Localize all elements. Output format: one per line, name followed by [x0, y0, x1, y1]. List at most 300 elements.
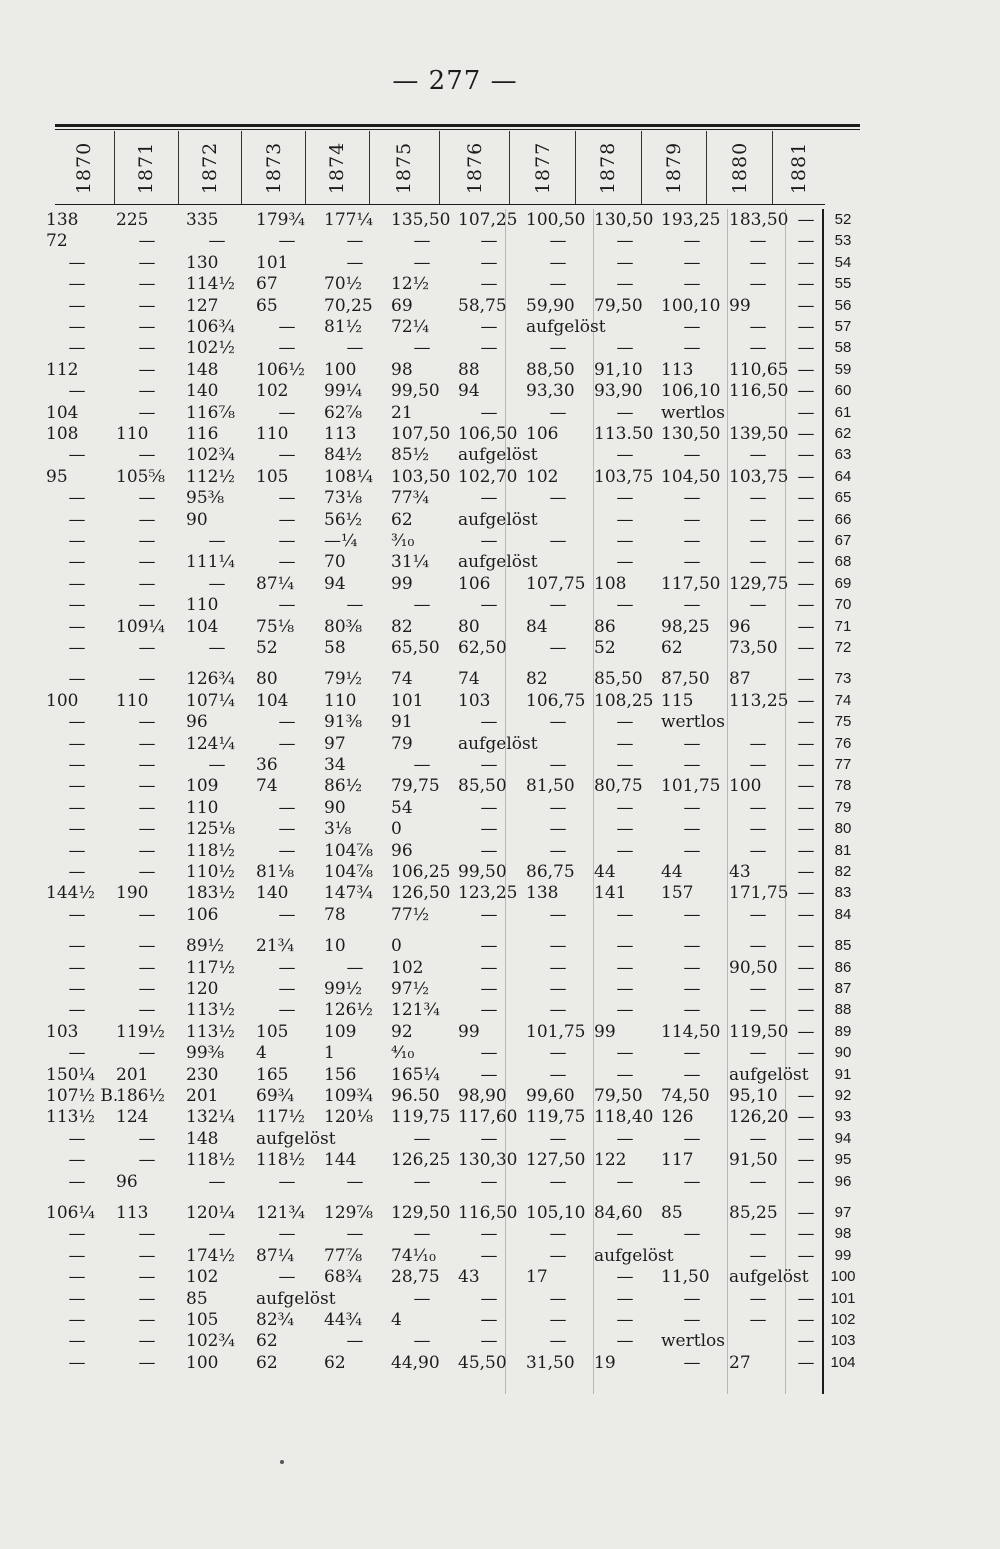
table-cell: 97½: [391, 979, 430, 999]
column-separator: [785, 209, 786, 1394]
table-cell: 129⅞: [324, 1203, 373, 1223]
table-cell: —: [797, 1150, 815, 1171]
table-cell: 100: [46, 690, 79, 711]
table-cell: aufgelöst: [458, 445, 538, 466]
table-cell: 96: [116, 1171, 138, 1192]
table-cell: —: [480, 957, 498, 978]
table-cell: 90: [186, 509, 208, 530]
table-cell: 101,75: [661, 776, 721, 797]
table-cell: —: [208, 755, 226, 775]
table-cell: —: [797, 381, 815, 402]
table-cell: —: [480, 402, 498, 423]
table-cell: —: [346, 595, 364, 616]
table-cell: —: [208, 1171, 226, 1192]
table-cell: —: [413, 755, 431, 775]
row-number: 57: [834, 318, 852, 335]
table-cell: —: [683, 755, 701, 775]
table-cell: 130,50: [594, 210, 654, 230]
table-cell: 144: [324, 1150, 357, 1171]
table-cell: —: [549, 797, 567, 818]
table-cell: —: [278, 509, 296, 530]
table-cell: —: [480, 936, 498, 957]
row-number: 96: [834, 1172, 852, 1190]
table-row: [46, 904, 866, 926]
row-number: 89: [834, 1022, 852, 1040]
year-label: 1872: [198, 141, 221, 194]
table-cell: 65: [256, 295, 278, 316]
table-cell: —: [749, 488, 767, 509]
table-cell: aufgelöst: [458, 509, 538, 530]
table-cell: 62⅞: [324, 402, 363, 423]
table-cell: —: [138, 957, 156, 978]
table-cell: —: [278, 957, 296, 978]
table-cell: —: [797, 573, 815, 594]
table-cell: 44,90: [391, 1352, 440, 1373]
table-cell: 179¾: [256, 210, 305, 230]
table-cell: —: [797, 669, 815, 690]
table-cell: 31¼: [391, 552, 430, 573]
table-cell: 117,60: [458, 1107, 518, 1128]
table-cell: —: [683, 1310, 701, 1330]
table-row: [46, 1309, 866, 1331]
table-row: [46, 754, 866, 776]
table-cell: 82: [391, 616, 413, 637]
table-cell: 107¼: [186, 690, 235, 711]
table-cell: —: [797, 445, 815, 466]
table-cell: —: [138, 797, 156, 818]
table-cell: —: [480, 1128, 498, 1149]
row-number: 62: [834, 425, 852, 442]
table-cell: 104⅞: [324, 862, 373, 882]
table-cell: —: [278, 904, 296, 925]
table-cell: wertlos: [661, 712, 725, 733]
table-cell: 88,50: [526, 359, 575, 380]
table-cell: 102,70: [458, 466, 518, 487]
table-cell: —: [549, 1171, 567, 1192]
table-cell: 44: [661, 862, 683, 882]
year-header-cell: [510, 131, 576, 204]
table-cell: 225: [116, 210, 149, 230]
table-cell: 117,50: [661, 573, 721, 594]
table-cell: 102: [526, 466, 559, 487]
table-cell: 106¼: [46, 1203, 95, 1223]
table-cell: 103,50: [391, 466, 451, 487]
row-number: 71: [834, 617, 852, 635]
table-cell: —: [138, 252, 156, 273]
table-cell: 119,75: [391, 1107, 451, 1128]
table-cell: —: [68, 1267, 86, 1288]
table-cell: 177¼: [324, 210, 373, 230]
table-cell: 99⅜: [186, 1043, 225, 1064]
table-cell: [594, 316, 656, 338]
table-cell: —: [797, 252, 815, 273]
table-cell: —: [138, 1352, 156, 1373]
table-cell: 174½: [186, 1245, 235, 1266]
table-cell: wertlos: [661, 402, 725, 423]
row-number: 91: [834, 1065, 852, 1083]
table-cell: —: [278, 840, 296, 861]
table-cell: 183½: [186, 883, 235, 904]
table-cell: 101,75: [526, 1021, 586, 1042]
page-number: — 277 —: [392, 66, 518, 96]
table-cell: —: [616, 797, 634, 818]
table-cell: —: [413, 1288, 431, 1309]
table-cell: —: [683, 979, 701, 999]
table-cell: —: [749, 445, 767, 466]
table-cell: 106,75: [526, 690, 586, 711]
table-cell: —: [138, 712, 156, 733]
year-label: 1874: [326, 141, 349, 194]
table-row: [46, 380, 866, 402]
row-number: 79: [834, 798, 852, 816]
table-cell: —: [683, 338, 701, 359]
table-cell: 44: [594, 862, 616, 882]
table-cell: —: [749, 552, 767, 573]
table-cell: 129,50: [391, 1203, 451, 1223]
year-label: 1875: [393, 141, 416, 194]
table-cell: —: [138, 979, 156, 999]
table-cell: —: [549, 755, 567, 775]
table-cell: 74: [391, 669, 413, 690]
table-cell: —: [68, 509, 86, 530]
table-cell: 74: [256, 776, 278, 797]
table-cell: [324, 1288, 386, 1310]
table-cell: —: [138, 488, 156, 509]
table-cell: 106½: [256, 359, 305, 380]
table-cell: —: [413, 252, 431, 273]
row-number: 64: [834, 467, 852, 485]
table-cell: —: [138, 381, 156, 402]
table-cell: 103: [458, 690, 491, 711]
table-cell: 107,25: [458, 210, 518, 230]
table-cell: —: [138, 595, 156, 616]
row-number: 76: [834, 734, 852, 752]
table-cell: 113½: [46, 1107, 95, 1128]
table-cell: —: [480, 488, 498, 509]
table-cell: —: [68, 445, 86, 466]
table-cell: 106,50: [458, 424, 518, 444]
table-row: [46, 935, 866, 957]
table-cell: 132¼: [186, 1107, 235, 1128]
table-cell: 116: [186, 424, 219, 444]
table-row: [46, 1288, 866, 1310]
table-cell: 87¼: [256, 1245, 295, 1266]
table-cell: 125⅛: [186, 819, 235, 840]
table-cell: —: [278, 1267, 296, 1288]
table-cell: —: [278, 733, 296, 754]
table-cell: 116,50: [458, 1203, 518, 1223]
table-cell: —: [683, 488, 701, 509]
table-cell: 138: [46, 210, 79, 230]
year-header-cell: [773, 131, 825, 204]
table-cell: aufgelöst: [594, 1245, 674, 1266]
table-cell: 150¼: [46, 1064, 95, 1085]
table-cell: 104⅞: [324, 840, 373, 861]
table-cell: 99: [729, 295, 751, 316]
table-cell: [791, 1064, 821, 1086]
table-cell: —: [549, 252, 567, 273]
table-cell: —: [683, 252, 701, 273]
row-number: 88: [834, 1001, 852, 1019]
row-number: 61: [834, 403, 852, 421]
table-cell: —: [68, 1150, 86, 1171]
table-cell: 99½: [324, 979, 363, 999]
table-cell: 90: [324, 797, 346, 818]
table-cell: —: [749, 531, 767, 551]
table-cell: 122: [594, 1150, 627, 1171]
table-cell: —: [797, 509, 815, 530]
table-cell: —: [683, 317, 701, 337]
table-cell: —: [68, 1128, 86, 1149]
table-cell: —: [549, 819, 567, 840]
table-cell: —: [138, 317, 156, 337]
table-cell: —: [480, 1171, 498, 1192]
table-cell: 43: [729, 862, 751, 882]
table-cell: aufgelöst: [729, 1064, 809, 1085]
table-cell: 91: [391, 712, 413, 733]
table-cell: —: [68, 862, 86, 882]
table-cell: —: [138, 531, 156, 551]
table-cell: ⁴⁄₁₀: [391, 1043, 415, 1064]
table-cell: 110: [186, 797, 219, 818]
row-number: 68: [834, 553, 852, 571]
table-cell: 100: [324, 359, 357, 380]
table-cell: —: [413, 1224, 431, 1245]
table-cell: —: [549, 1064, 567, 1085]
table-cell: 138: [526, 883, 559, 904]
table-cell: 98,90: [458, 1086, 507, 1106]
table-cell: —: [797, 883, 815, 904]
row-number: 66: [834, 510, 852, 528]
table-cell: —: [683, 904, 701, 925]
table-cell: —: [138, 733, 156, 754]
table-cell: —: [413, 338, 431, 359]
table-cell: 110: [116, 690, 149, 711]
table-cell: —: [749, 338, 767, 359]
table-cell: —: [138, 904, 156, 925]
table-cell: —: [138, 638, 156, 658]
table-row: [46, 1021, 866, 1043]
table-row: [46, 1223, 866, 1245]
table-cell: —: [616, 840, 634, 861]
row-number: 100: [830, 1268, 856, 1286]
table-cell: —: [549, 274, 567, 295]
table-cell: 165¼: [391, 1064, 440, 1085]
table-cell: —: [549, 1245, 567, 1266]
table-cell: 17: [526, 1267, 548, 1288]
table-cell: 105⅝: [116, 466, 165, 487]
table-cell: 68¾: [324, 1267, 363, 1288]
table-cell: —: [797, 1128, 815, 1149]
table-cell: 148: [186, 359, 219, 380]
table-cell: —: [278, 1171, 296, 1192]
table-row: [46, 1352, 866, 1374]
table-cell: 116,50: [729, 381, 789, 402]
table-cell: 95: [46, 466, 68, 487]
table-cell: —: [208, 638, 226, 658]
table-row: [46, 797, 866, 819]
table-cell: 113: [324, 424, 357, 444]
table-cell: 88: [458, 359, 480, 380]
table-cell: 65,50: [391, 638, 440, 658]
row-number: 85: [834, 937, 852, 955]
table-cell: —: [480, 595, 498, 616]
table-cell: 103,75: [729, 466, 789, 487]
table-cell: —: [797, 616, 815, 637]
table-cell: 72: [46, 231, 68, 252]
table-cell: —: [683, 552, 701, 573]
table-cell: [791, 1266, 821, 1288]
table-cell: 90,50: [729, 957, 778, 978]
table-cell: 139,50: [729, 424, 789, 444]
table-cell: —: [683, 509, 701, 530]
table-cell: —: [683, 1171, 701, 1192]
table-cell: [526, 551, 590, 573]
table-cell: —: [616, 712, 634, 733]
table-cell: 118½: [186, 1150, 235, 1171]
table-cell: —: [68, 1245, 86, 1266]
row-number: 74: [834, 691, 852, 709]
table-cell: 70: [324, 552, 346, 573]
table-cell: —: [616, 552, 634, 573]
table-cell: —: [549, 1288, 567, 1309]
table-cell: —: [749, 1128, 767, 1149]
table-cell: 31,50: [526, 1352, 575, 1373]
table-cell: [526, 733, 590, 755]
table-cell: 119½: [116, 1021, 165, 1042]
table-cell: —: [683, 445, 701, 466]
table-cell: 109: [186, 776, 219, 797]
table-cell: 99,60: [526, 1086, 575, 1106]
table-row: [46, 1149, 866, 1171]
year-label: 1871: [135, 141, 158, 194]
table-cell: —: [797, 466, 815, 487]
year-header: [55, 131, 825, 205]
table-cell: —: [749, 733, 767, 754]
table-cell: aufgelöst: [458, 552, 538, 573]
table-cell: —: [797, 1352, 815, 1373]
table-cell: 105: [256, 466, 289, 487]
table-cell: —: [549, 1000, 567, 1021]
table-cell: —: [683, 819, 701, 840]
table-cell: 62: [661, 638, 683, 658]
table-cell: 100: [186, 1352, 219, 1373]
table-cell: wertlos: [661, 1331, 725, 1352]
table-cell: —: [549, 840, 567, 861]
table-cell: 54: [391, 797, 413, 818]
table-cell: —: [68, 840, 86, 861]
table-cell: 45,50: [458, 1352, 507, 1373]
table-cell: 140: [186, 381, 219, 402]
table-cell: —: [68, 669, 86, 690]
table-cell: 118½: [186, 840, 235, 861]
table-cell: —: [68, 595, 86, 616]
year-header-cell: [115, 131, 179, 204]
table-cell: 106,10: [661, 381, 721, 402]
table-cell: [729, 402, 787, 424]
table-cell: 106: [458, 573, 491, 594]
top-rule-thin: [55, 129, 860, 130]
table-cell: 103: [46, 1021, 79, 1042]
row-number: 56: [834, 296, 852, 314]
table-cell: —: [278, 595, 296, 616]
table-cell: 93,90: [594, 381, 643, 402]
table-cell: aufgelöst: [256, 1288, 336, 1309]
table-cell: —: [480, 1043, 498, 1064]
table-cell: 69¾: [256, 1086, 295, 1106]
table-cell: 10: [324, 936, 346, 957]
table-cell: —: [480, 252, 498, 273]
table-cell: —: [68, 317, 86, 337]
table-cell: 157: [661, 883, 694, 904]
table-cell: —: [68, 295, 86, 316]
row-number: 99: [834, 1246, 852, 1264]
table-cell: 120¼: [186, 1203, 235, 1223]
table-row: [46, 999, 866, 1021]
table-cell: 102: [256, 381, 289, 402]
year-header-cell: [370, 131, 440, 204]
table-cell: —: [138, 1288, 156, 1309]
table-cell: —: [749, 274, 767, 295]
table-cell: —: [549, 338, 567, 359]
table-row: [46, 509, 866, 531]
table-cell: —: [413, 1331, 431, 1352]
table-cell: —: [616, 1310, 634, 1330]
table-cell: aufgelöst: [526, 317, 606, 337]
table-cell: 109¼: [116, 616, 165, 637]
table-cell: 165: [256, 1064, 289, 1085]
table-cell: 21¾: [256, 936, 295, 957]
table-cell: —: [68, 957, 86, 978]
table-cell: 91⅜: [324, 712, 363, 733]
table-cell: —: [138, 552, 156, 573]
table-cell: —: [797, 797, 815, 818]
table-cell: —: [549, 488, 567, 509]
table-cell: 84,60: [594, 1203, 643, 1223]
table-cell: 73⅛: [324, 488, 363, 509]
table-cell: —: [549, 1224, 567, 1245]
table-cell: —: [278, 531, 296, 551]
row-number: 54: [834, 253, 852, 271]
table-cell: 141: [594, 883, 627, 904]
table-cell: [661, 1245, 723, 1267]
table-cell: —: [480, 231, 498, 252]
table-cell: —: [68, 1352, 86, 1373]
table-cell: —: [549, 531, 567, 551]
table-cell: 73,50: [729, 638, 778, 658]
row-number: 58: [834, 339, 852, 357]
table-row: [46, 861, 866, 883]
table-cell: —: [278, 338, 296, 359]
year-header-cell: [242, 131, 306, 204]
table-cell: —: [797, 295, 815, 316]
table-cell: —: [278, 552, 296, 573]
table-cell: —: [683, 1224, 701, 1245]
table-cell: —: [797, 1171, 815, 1192]
year-header-cell: [55, 131, 115, 204]
table-cell: —: [208, 1224, 226, 1245]
table-cell: 107,75: [526, 573, 586, 594]
table-row: [46, 1064, 866, 1086]
table-cell: —: [797, 317, 815, 337]
table-cell: —¼: [324, 531, 358, 551]
year-label: 1870: [73, 141, 96, 194]
table-cell: —: [797, 1000, 815, 1021]
row-number: 90: [834, 1044, 852, 1062]
year-label: 1877: [531, 141, 554, 194]
table-cell: —: [68, 1310, 86, 1330]
table-cell: —: [68, 819, 86, 840]
